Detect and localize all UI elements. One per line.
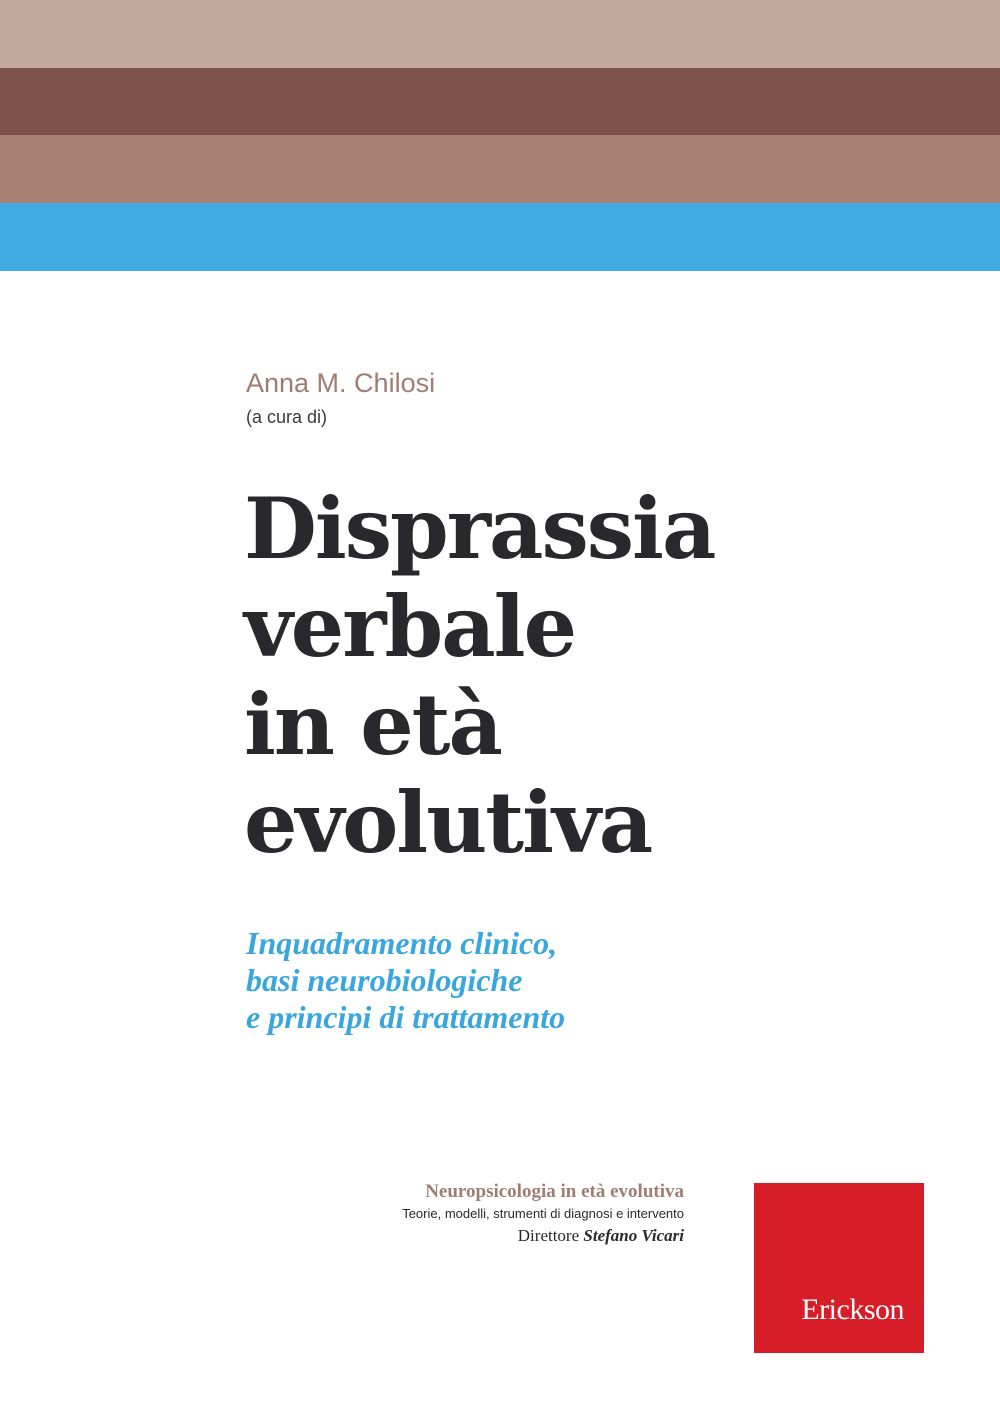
book-title [244,480,714,872]
series-director [402,1224,684,1248]
series-description: Teorie, modelli, strumenti di diagnosi e intervento [402,1206,684,1221]
top-stripe-mid-brown [0,135,1000,203]
director-name: Stefano Vicari [583,1226,684,1245]
title-line: Disprassia [244,479,715,578]
top-stripe-dark-brown [0,68,1000,135]
top-stripe-blue [0,203,1000,271]
title-line: verbale [244,577,576,676]
book-subtitle [246,925,565,1036]
director-label: Direttore [517,1226,580,1245]
publisher-name: Erickson [801,1293,904,1326]
series-info [402,1181,684,1248]
subtitle-line: e principi di trattamento [246,999,566,1035]
series-name: Neuropsicologia in età evolutiva [425,1181,684,1202]
subtitle-line: basi neurobiologiche [246,962,523,998]
subtitle-line: Inquadramento clinico, [246,925,558,961]
title-line: in età [244,675,501,774]
top-stripe-light-brown [0,0,1000,68]
title-line: evolutiva [244,773,652,872]
author-name: Anna M. Chilosi [246,368,436,398]
publisher-logo [754,1183,924,1353]
author-role: (a cura di) [246,407,328,427]
